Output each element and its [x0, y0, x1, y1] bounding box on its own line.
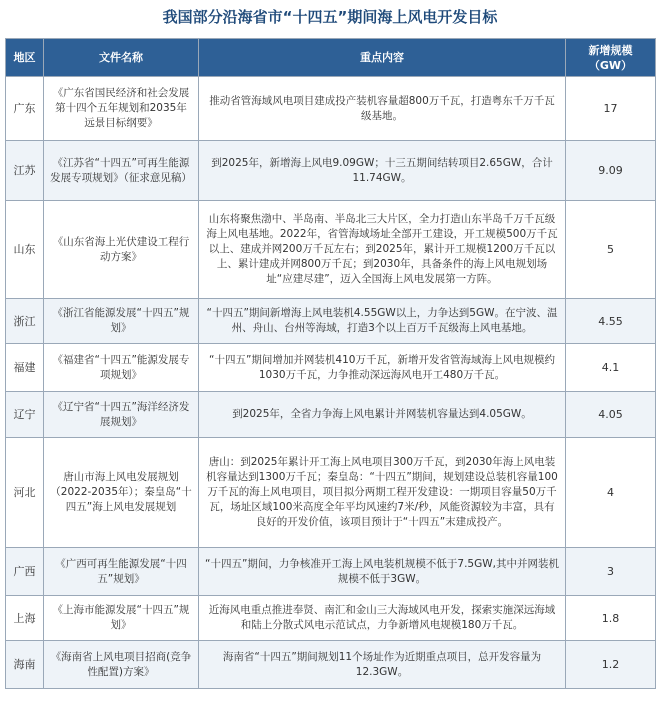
table-row [6, 344, 656, 392]
cell-content: 山东将聚焦渤中、半岛南、半岛北三大片区，全力打造山东半岛千万千瓦级海上风电基地。2022年，省管海域场址全部开工建设，开工规模500万千瓦以上、建成并网200万千瓦左右；到2025年，累计开工规模1200万千瓦以上、累计建成并网800万千瓦；到2030年，具备条件的海上风电规划场址“应建尽建”，迈入全国海上风电发展第一方阵。 [199, 201, 566, 299]
header-capacity: 新增规模（GW） [566, 39, 656, 77]
cell-content: 到2025年，全省力争海上风电累计并网装机容量达到4.05GW。 [199, 392, 566, 438]
cell-content: 海南省“十四五”期间规划11个场址作为近期重点项目，总开发容量为12.3GW。 [199, 641, 566, 689]
cell-capacity: 3 [566, 548, 656, 596]
cell-document: 唐山市海上风电发展规划（2022-2035年）；秦皇岛“十四五”海上风电发展规划 [44, 438, 199, 548]
table-row [6, 201, 656, 299]
cell-content: 近海风电重点推进奉贤、南汇和金山三大海域风电开发，探索实施深远海域和陆上分散式风电示范试点，力争新增风电规模180万千瓦。 [199, 596, 566, 641]
table-row [6, 299, 656, 344]
cell-region: 辽宁 [6, 392, 44, 438]
cell-content: 唐山：到2025年累计开工海上风电项目300万千瓦，到2030年海上风电装机容量达到1300万千瓦；秦皇岛：“十四五”期间，规划建设总装机容量100万千瓦的海上风电项目，项目拟分两期工程开发建设：一期项目容量50万千瓦，场址区域100米高度全年平均风速约7米/秒，风能资源较为丰富，具有良好的开发价值，该项目预计于“十四五”末建成投产。 [199, 438, 566, 548]
cell-region: 河北 [6, 438, 44, 548]
table-row [6, 77, 656, 141]
cell-region: 广西 [6, 548, 44, 596]
cell-document: 《山东省海上光伏建设工程行动方案》 [44, 201, 199, 299]
cell-content: 推动省管海域风电项目建成投产装机容量超800万千瓦，打造粤东千万千瓦级基地。 [199, 77, 566, 141]
cell-document: 《江苏省“十四五”可再生能源发展专项规划》（征求意见稿） [44, 141, 199, 201]
cell-region: 海南 [6, 641, 44, 689]
cell-capacity: 1.8 [566, 596, 656, 641]
table-header-row [6, 39, 656, 77]
cell-capacity: 4 [566, 438, 656, 548]
cell-region: 广东 [6, 77, 44, 141]
cell-document: 《上海市能源发展“十四五”规划》 [44, 596, 199, 641]
coastal-wind-targets-table [5, 38, 656, 689]
cell-region: 山东 [6, 201, 44, 299]
cell-region: 浙江 [6, 299, 44, 344]
cell-document: 《福建省“十四五”能源发展专项规划》 [44, 344, 199, 392]
cell-document: 《辽宁省“十四五”海洋经济发展规划》 [44, 392, 199, 438]
header-region: 地区 [6, 39, 44, 77]
cell-capacity: 4.55 [566, 299, 656, 344]
cell-content: “十四五”期间，力争核准开工海上风电装机规模不低于7.5GW,其中并网装机规模不低于3GW。 [199, 548, 566, 596]
cell-document: 《广西可再生能源发展“十四五”规划》 [44, 548, 199, 596]
table-row [6, 641, 656, 689]
table-row [6, 548, 656, 596]
table-row [6, 596, 656, 641]
cell-capacity: 1.2 [566, 641, 656, 689]
header-content: 重点内容 [199, 39, 566, 77]
cell-capacity: 5 [566, 201, 656, 299]
table-row [6, 141, 656, 201]
cell-region: 江苏 [6, 141, 44, 201]
cell-region: 上海 [6, 596, 44, 641]
table-row [6, 392, 656, 438]
table-row [6, 438, 656, 548]
cell-content: “十四五”期间新增海上风电装机4.55GW以上，力争达到5GW。在宁波、温州、舟山、台州等海域，打造3个以上百万千瓦级海上风电基地。 [199, 299, 566, 344]
cell-document: 《浙江省能源发展“十四五”规划》 [44, 299, 199, 344]
cell-document: 《广东省国民经济和社会发展第十四个五年规划和2035年远景目标纲要》 [44, 77, 199, 141]
cell-content: “十四五”期间增加并网装机410万千瓦，新增开发省管海域海上风电规模约1030万千瓦，力争推动深远海风电开工480万千瓦。 [199, 344, 566, 392]
cell-capacity: 4.05 [566, 392, 656, 438]
cell-document: 《海南省上风电项目招商(竞争性配置)方案》 [44, 641, 199, 689]
page-title: 我国部分沿海省市“十四五”期间海上风电开发目标 [162, 8, 498, 26]
header-document: 文件名称 [44, 39, 199, 77]
cell-capacity: 4.1 [566, 344, 656, 392]
cell-content: 到2025年，新增海上风电9.09GW；十三五期间结转项目2.65GW，合计11.74GW。 [199, 141, 566, 201]
cell-capacity: 17 [566, 77, 656, 141]
cell-region: 福建 [6, 344, 44, 392]
cell-capacity: 9.09 [566, 141, 656, 201]
